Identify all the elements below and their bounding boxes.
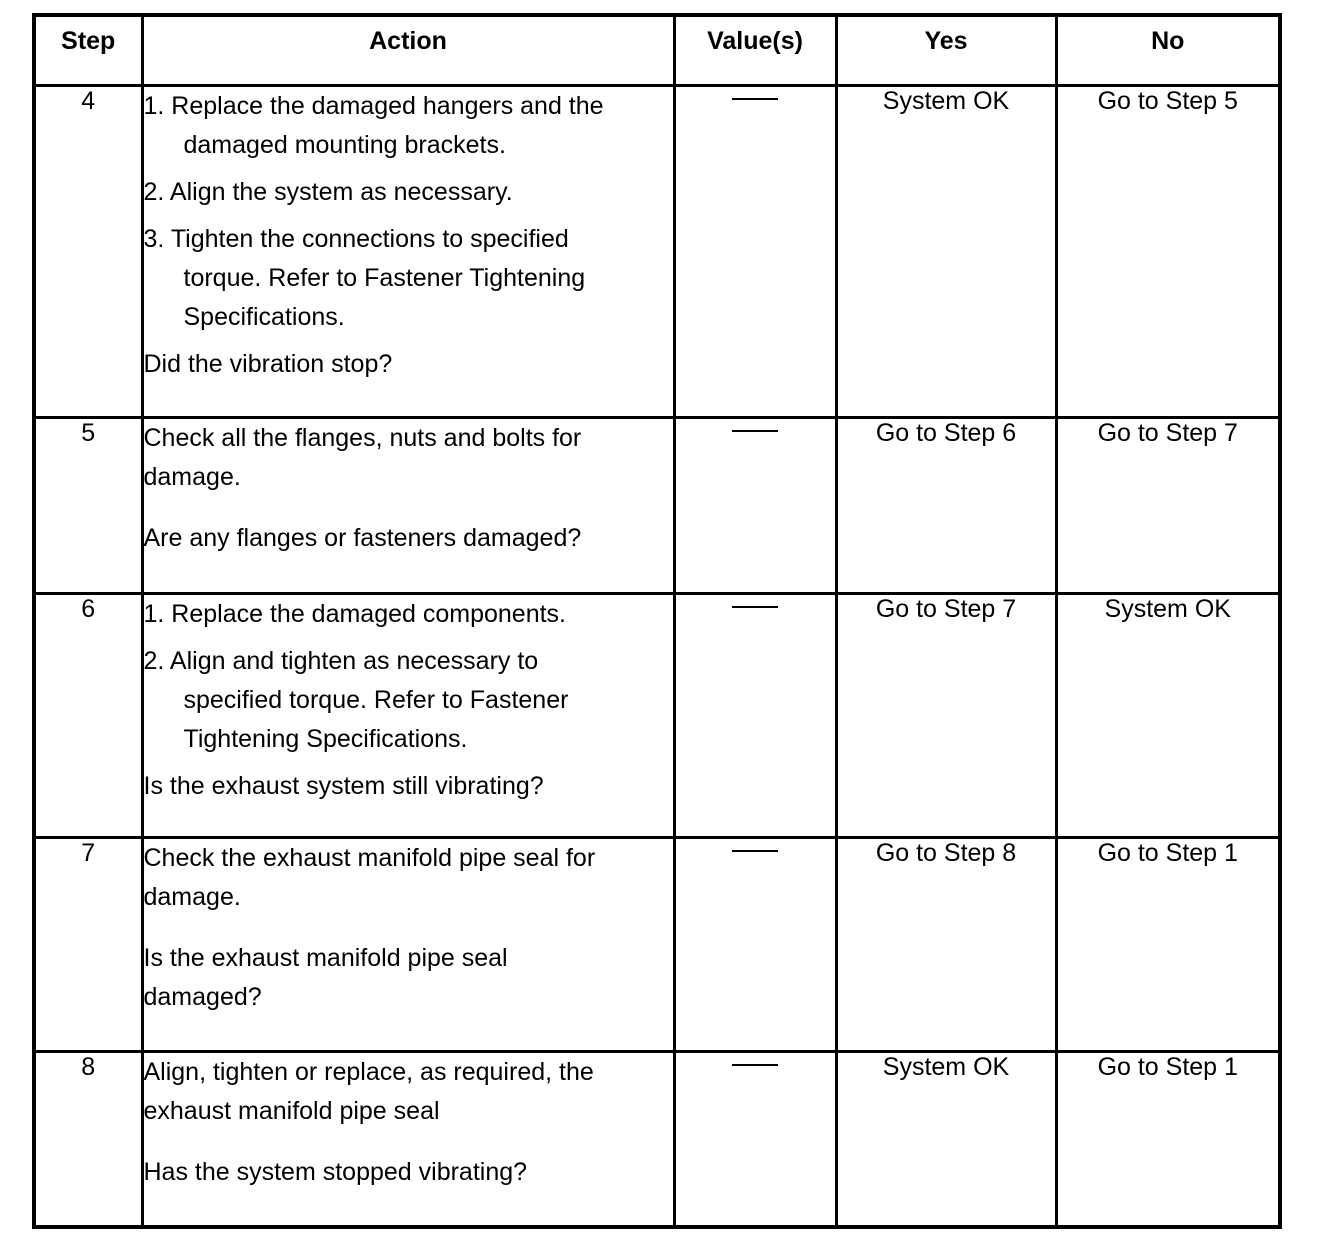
no-cell: System OK xyxy=(1056,593,1280,837)
action-item: 1. Replace the damaged components. xyxy=(143,599,566,628)
header-values: Value(s) xyxy=(674,15,836,85)
header-no: No xyxy=(1056,15,1280,85)
yes-cell: System OK xyxy=(836,85,1056,417)
value-dash xyxy=(732,850,778,852)
header-step: Step xyxy=(34,15,142,85)
no-cell: Go to Step 7 xyxy=(1056,417,1280,593)
value-cell xyxy=(674,1051,836,1227)
step-number: 5 xyxy=(34,417,142,593)
action-question: Are any flanges or fasteners damaged? xyxy=(143,523,582,552)
table-row xyxy=(34,417,1280,593)
yes-cell: System OK xyxy=(836,1051,1056,1227)
action-cell xyxy=(142,1051,674,1227)
no-cell: Go to Step 1 xyxy=(1056,837,1280,1051)
action-question: Is the exhaust manifold pipe seal damaged? xyxy=(143,943,508,1011)
action-text: Check the exhaust manifold pipe seal for damage. xyxy=(143,843,596,911)
value-dash xyxy=(732,1064,778,1066)
value-dash xyxy=(732,606,778,608)
table-row xyxy=(34,1051,1280,1227)
value-cell xyxy=(674,593,836,837)
action-question: Did the vibration stop? xyxy=(143,349,393,378)
diagnostic-table xyxy=(32,13,1282,1229)
step-number: 6 xyxy=(34,593,142,837)
header-action: Action xyxy=(142,15,674,85)
action-text: Check all the flanges, nuts and bolts for damage. xyxy=(143,423,582,491)
action-cell xyxy=(142,417,674,593)
step-number: 7 xyxy=(34,837,142,1051)
action-item: 2. Align the system as necessary. xyxy=(143,177,513,206)
action-cell xyxy=(142,85,674,417)
header-row xyxy=(34,15,1280,85)
yes-cell: Go to Step 6 xyxy=(836,417,1056,593)
value-cell xyxy=(674,417,836,593)
table-row xyxy=(34,593,1280,837)
action-item: 3. Tighten the connections to specified torque. Refer to Fastener Tightening Specifications. xyxy=(143,224,586,331)
step-number: 8 xyxy=(34,1051,142,1227)
action-text: Align, tighten or replace, as required, the exhaust manifold pipe seal xyxy=(143,1057,594,1125)
table-row xyxy=(34,85,1280,417)
action-question: Has the system stopped vibrating? xyxy=(143,1157,528,1186)
yes-cell: Go to Step 8 xyxy=(836,837,1056,1051)
no-cell: Go to Step 5 xyxy=(1056,85,1280,417)
no-cell: Go to Step 1 xyxy=(1056,1051,1280,1227)
action-cell xyxy=(142,837,674,1051)
yes-cell: Go to Step 7 xyxy=(836,593,1056,837)
value-cell xyxy=(674,837,836,1051)
value-cell xyxy=(674,85,836,417)
action-item: 1. Replace the damaged hangers and the damaged mounting brackets. xyxy=(143,91,604,159)
action-cell xyxy=(142,593,674,837)
value-dash xyxy=(732,430,778,432)
step-number: 4 xyxy=(34,85,142,417)
action-item: 2. Align and tighten as necessary to specified torque. Refer to Fastener Tightening Specifications. xyxy=(143,646,569,753)
action-question: Is the exhaust system still vibrating? xyxy=(143,771,544,800)
value-dash xyxy=(732,98,778,100)
table-row xyxy=(34,837,1280,1051)
header-yes: Yes xyxy=(836,15,1056,85)
